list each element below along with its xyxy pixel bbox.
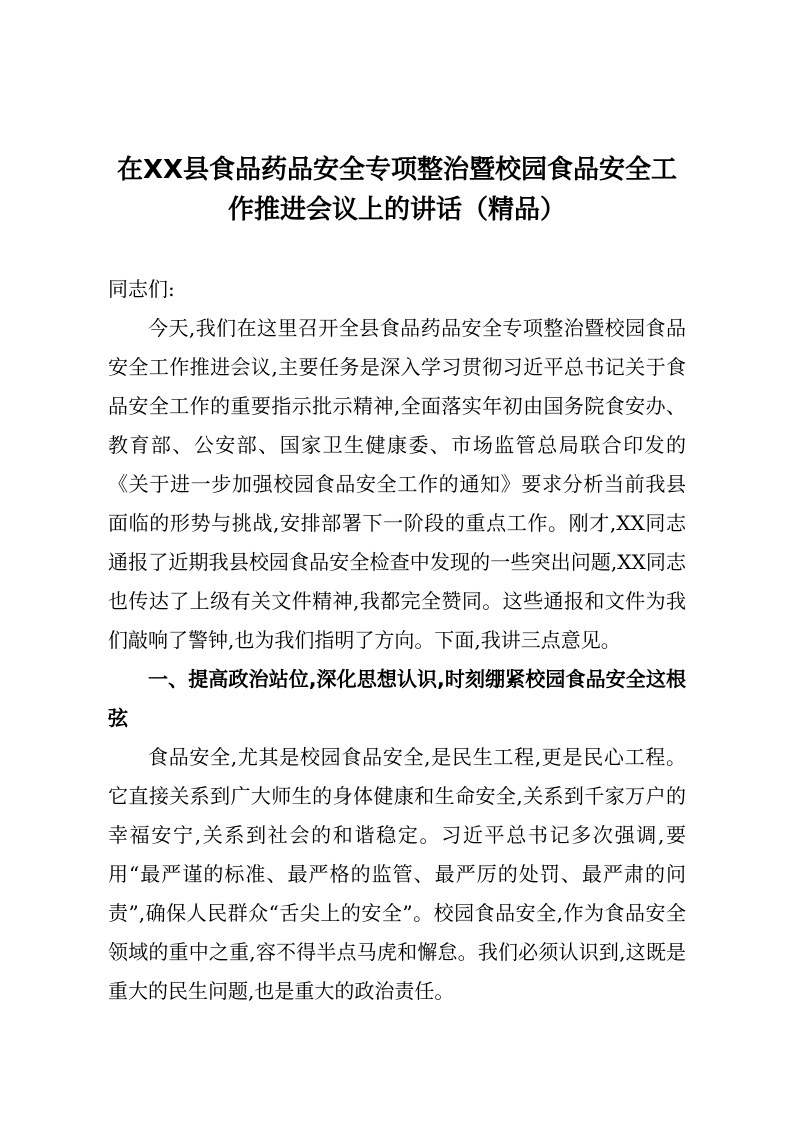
document-title: 在XX县食品药品安全专项整治暨校园食品安全工作推进会议上的讲话（精品）	[116, 155, 678, 225]
section-paragraph: 食品安全,尤其是校园食品安全,是民生工程,更是民心工程。它直接关系到广大师生的身体健康和生命安全,关系到千家万户的幸福安宁,关系到社会的和谐稳定。习近平总书记多次强调,要用“最严谨的标准、最严格的监管、最严厉的处罚、最严肃的问责”,确保人民群众“舌尖上的安全”。校园食品安全,作为食品安全领域的重中之重,容不得半点马虎和懈怠。我们必须认识到,这既是重大的民生问题,也是重大的政治责任。	[108, 745, 686, 1003]
document-page	[108, 150, 686, 1011]
salutation: 同志们:	[108, 277, 175, 301]
section-heading: 一、提高政治站位,深化思想认识,时刻绷紧校园食品安全这根弦	[108, 667, 686, 730]
opening-paragraph: 今天,我们在这里召开全县食品药品安全专项整治暨校园食品安全工作推进会议,主要任务是深入学习贯彻习近平总书记关于食品安全工作的重要指示批示精神,全面落实年初由国务院食安办、教育部、公安部、国家卫生健康委、市场监管总局联合印发的《关于进一步加强校园食品安全工作的通知》要求分析当前我县面临的形势与挑战,安排部署下一阶段的重点工作。刚才,XX同志通报了近期我县校园食品安全检查中发现的一些突出问题,XX同志也传达了上级有关文件精神,我都完全赞同。这些通报和文件为我们敲响了警钟,也为我们指明了方向。下面,我讲三点意见。	[108, 316, 686, 652]
